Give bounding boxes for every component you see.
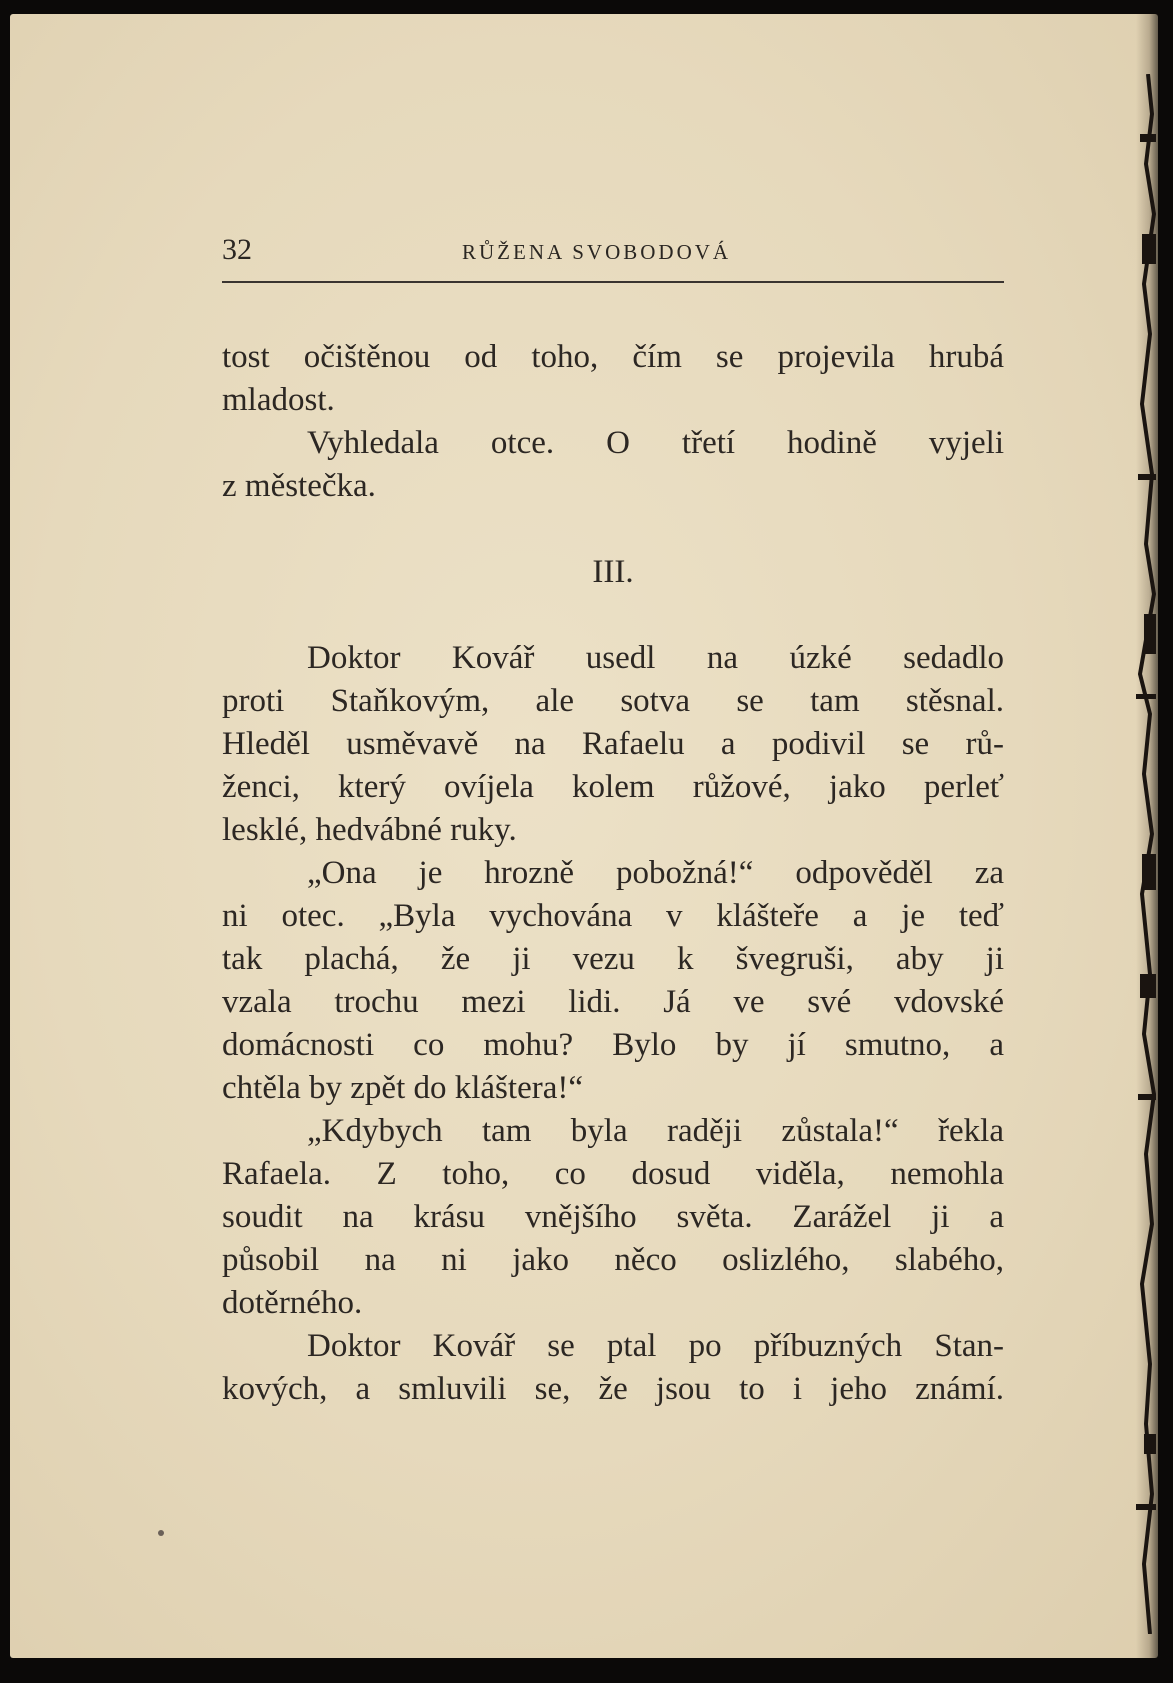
section-heading: III. [592,554,634,590]
running-header [222,232,1004,272]
text-line: mladost. [222,382,335,418]
text-line: „Ona je hrozně pobožná!“ odpověděl za [307,855,1004,891]
text-line: proti Staňkovým, ale sotva se tam stěsnal. [222,683,1004,719]
page-number: 32 [222,233,252,266]
text-line: dotěrného. [222,1285,363,1321]
text-line: lesklé, hedvábné ruky. [222,812,517,848]
text-line: Vyhledala otce. O třetí hodině vyjeli [307,425,1004,461]
text-line: tak plachá, že ji vezu k švegruši, aby ji [222,941,1004,977]
text-line: Hleděl usměvavě na Rafaelu a podivil se rů- [222,726,1004,762]
text-line: ni otec. „Byla vychována v klášteře a je teď [222,898,1004,934]
text-line: domácnosti co mohu? Bylo by jí smutno, a [222,1027,1004,1063]
text-line: kových, a smluvili se, že jsou to i jeho známí. [222,1371,1004,1407]
spine-damage-marks [1130,74,1156,1634]
text-line: soudit na krásu vnějšího světa. Zarážel ji a [222,1199,1004,1235]
paragraph [222,1110,1004,1325]
text-line: vzala trochu mezi lidi. Já ve své vdovské [222,984,1004,1020]
text-line: ženci, který ovíjela kolem růžové, jako perleť [222,769,1004,805]
paragraph [222,336,1004,422]
text-line: Doktor Kovář se ptal po příbuzných Stan- [307,1328,1004,1364]
text-line: z městečka. [222,468,376,504]
paragraph [222,852,1004,1110]
text-line: Doktor Kovář usedl na úzké sedadlo [307,640,1004,676]
text-line: chtěla by zpět do kláštera!“ [222,1070,583,1106]
header-rule [222,281,1004,283]
running-head-author: RŮŽENA SVOBODOVÁ [462,240,732,264]
text-line: působil na ni jako něco oslizlého, slabého, [222,1242,1004,1278]
paragraph [222,422,1004,508]
text-line: tost očištěnou od toho, čím se projevila hrubá [222,339,1004,375]
text-line: Rafaela. Z toho, co dosud viděla, nemohla [222,1156,1004,1192]
paragraph [222,1325,1004,1411]
paper-speck [158,1530,164,1536]
body-text [222,336,1004,1411]
paragraph [222,637,1004,852]
text-line: „Kdybych tam byla raději zůstala!“ řekla [307,1113,1004,1149]
